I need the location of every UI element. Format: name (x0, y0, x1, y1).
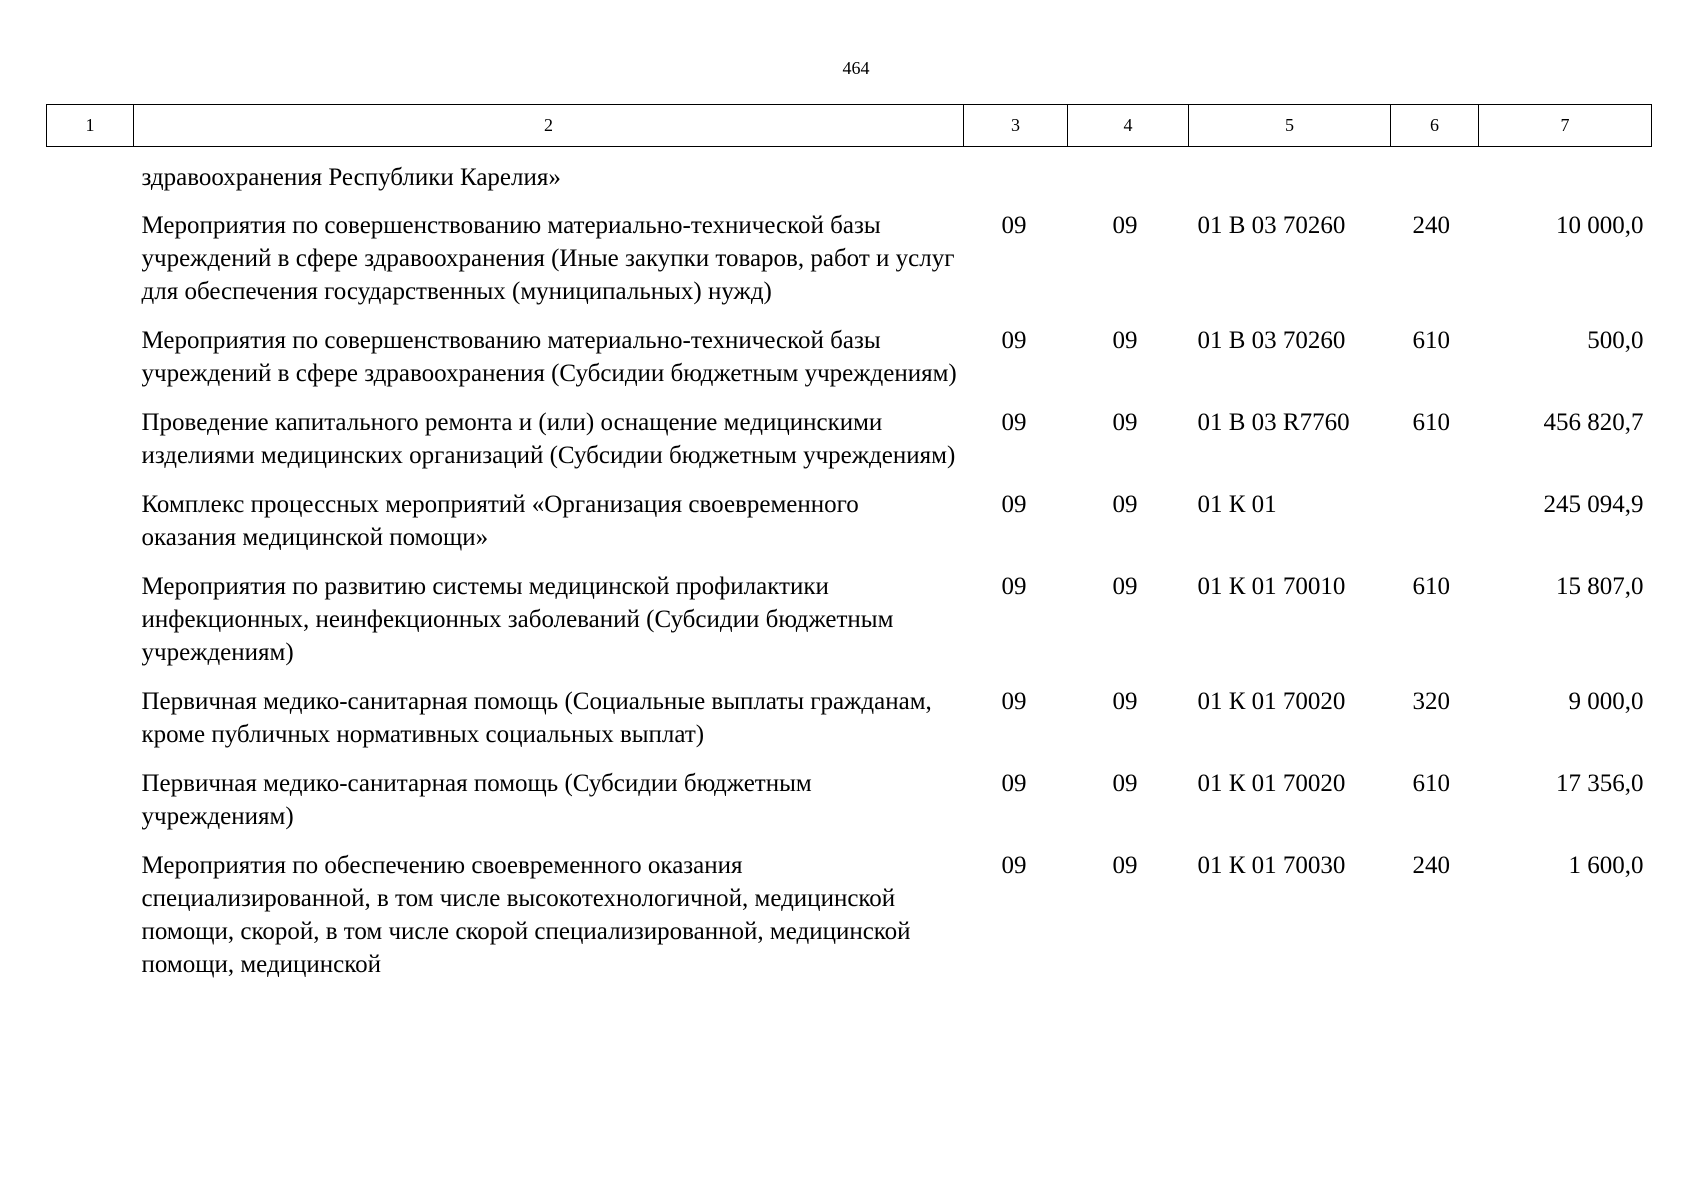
row-amount: 9 000,0 (1568, 688, 1644, 715)
row-expense-type: 610 (1412, 770, 1450, 797)
row-subsection: 09 (1112, 212, 1138, 239)
row-expense-type: 610 (1412, 573, 1450, 600)
row-amount: 17 356,0 (1556, 770, 1644, 797)
table-row (47, 849, 1652, 997)
table-row-continuation (47, 147, 1652, 210)
row-target-code: 01 В 03 70260 (1197, 327, 1346, 354)
row-name: Первичная медико-санитарная помощь (Социальные выплаты гражданам, кроме публичных нормативных социальных выплат) (141, 688, 932, 748)
header-col-7: 7 (1479, 105, 1652, 147)
table-row (47, 324, 1652, 406)
row-name: Мероприятия по обеспечению своевременного оказания специализированной, в том числе высокотехнологичной, медицинской помощи, скорой, в том числе скорой специализированной, медицинской помощи, медицинской (141, 852, 911, 978)
row-target-code: 01 В 03 70260 (1197, 212, 1346, 239)
table-row (47, 488, 1652, 570)
row-name: Проведение капитального ремонта и (или) оснащение медицинскими изделиями медицинских организаций (Субсидии бюджетным учреждениям) (141, 409, 956, 469)
table-row (47, 767, 1652, 849)
page-number: 464 (842, 58, 870, 78)
row-subsection: 09 (1112, 770, 1138, 797)
row-section: 09 (1001, 770, 1027, 797)
row-expense-type: 240 (1412, 212, 1450, 239)
header-col-3: 3 (964, 105, 1068, 147)
row-target-code: 01 К 01 70020 (1197, 770, 1346, 797)
table-row (47, 209, 1652, 324)
row-amount: 1 600,0 (1568, 852, 1644, 879)
row-name: Комплекс процессных мероприятий «Организация своевременного оказания медицинской помощи» (141, 491, 859, 551)
row-subsection: 09 (1112, 409, 1138, 436)
header-col-2: 2 (134, 105, 964, 147)
row-subsection: 09 (1112, 327, 1138, 354)
header-col-4: 4 (1068, 105, 1189, 147)
table-row (47, 406, 1652, 488)
row-amount: 15 807,0 (1556, 573, 1644, 600)
header-row (47, 105, 1652, 147)
row-section: 09 (1001, 491, 1027, 518)
row-expense-type: 610 (1412, 409, 1450, 436)
row-name: Мероприятия по совершенствованию материально-технической базы учреждений в сфере здравоохранения (Субсидии бюджетным учреждениям) (141, 327, 957, 387)
row-section: 09 (1001, 212, 1027, 239)
row-subsection: 09 (1112, 491, 1138, 518)
row-section: 09 (1001, 852, 1027, 879)
row-amount: 245 094,9 (1543, 491, 1644, 518)
table-header (47, 105, 1652, 147)
row-amount: 10 000,0 (1556, 212, 1644, 239)
row-section: 09 (1001, 327, 1027, 354)
row-name: Первичная медико-санитарная помощь (Субсидии бюджетным учреждениям) (141, 770, 812, 830)
row-subsection: 09 (1112, 688, 1138, 715)
row-section: 09 (1001, 688, 1027, 715)
header-col-5: 5 (1189, 105, 1391, 147)
header-col-1: 1 (47, 105, 134, 147)
row-target-code: 01 К 01 70010 (1197, 573, 1346, 600)
budget-table (46, 104, 1652, 997)
continuation-text: здравоохранения Республики Карелия» (141, 164, 561, 191)
row-name: Мероприятия по совершенствованию материально-технической базы учреждений в сфере здравоохранения (Иные закупки товаров, работ и услуг для обеспечения государственных (муниципальных) нужд) (141, 212, 955, 305)
header-col-6: 6 (1391, 105, 1479, 147)
row-section: 09 (1001, 409, 1027, 436)
row-expense-type: 320 (1412, 688, 1450, 715)
row-section: 09 (1001, 573, 1027, 600)
row-expense-type: 610 (1412, 327, 1450, 354)
row-target-code: 01 К 01 70030 (1197, 852, 1346, 879)
row-target-code: 01 К 01 (1197, 491, 1277, 518)
row-amount: 500,0 (1587, 327, 1644, 354)
row-target-code: 01 В 03 R7760 (1197, 409, 1350, 436)
row-expense-type: 240 (1412, 852, 1450, 879)
row-target-code: 01 К 01 70020 (1197, 688, 1346, 715)
row-subsection: 09 (1112, 573, 1138, 600)
table-row (47, 570, 1652, 685)
row-expense-type (1391, 488, 1479, 570)
table-row (47, 685, 1652, 767)
table-body (47, 147, 1652, 998)
row-subsection: 09 (1112, 852, 1138, 879)
row-name: Мероприятия по развитию системы медицинской профилактики инфекционных, неинфекционных заболеваний (Субсидии бюджетным учреждениям) (141, 573, 894, 666)
row-amount: 456 820,7 (1543, 409, 1644, 436)
